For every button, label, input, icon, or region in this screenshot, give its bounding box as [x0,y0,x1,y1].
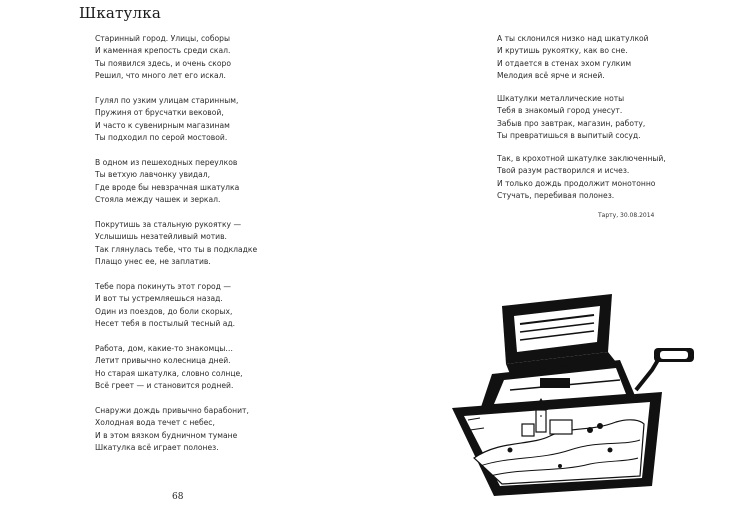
poem-line: Услышишь незатейливый мотив. [95,232,227,242]
poem-line: И каменная крепость среди скал. [95,46,231,56]
stanza-9 [497,93,645,143]
poem-line: В одном из пешеходных переулков [95,158,238,167]
stanza-2 [95,95,238,145]
stanza-3 [95,157,239,207]
poem-line: Пружиня от брусчатки вековой, [95,108,224,118]
poem-line: Всё греет — и становится родней. [95,381,234,391]
poem-line: Так глянулась тебе, что ты в подкладке [95,244,258,254]
poem-signature: Тарту, 30.08.2014 [598,212,655,219]
poem-line: Работа, дом, какие-то знакомцы… [95,344,233,353]
poem-title: Шкатулка [79,4,162,22]
poem-line: Но старая шкатулка, словно солнце, [95,368,243,378]
music-box-illustration-icon [440,290,730,506]
stanza-1 [95,33,231,83]
poem-line: И крутишь рукоятку, как во сне. [497,46,628,56]
poem-line: Плащо унес ее, не заплатив. [95,257,211,267]
stanza-8 [497,33,649,83]
stanza-10 [497,153,666,203]
poem-line: Так, в крохотной шкатулке заключенный, [497,154,666,163]
poem-line: Старинный город. Улицы, соборы [95,34,230,43]
stanza-7 [95,405,249,455]
poem-line: Тебе пора покинуть этот город — [95,282,231,291]
poem-line: А ты склонился низко над шкатулкой [497,34,649,43]
poem-line: Ты появился здесь, и очень скоро [95,58,231,68]
poem-line: Решил, что много лет его искал. [95,71,226,81]
poem-line: Шкатулка всё играет полонез. [95,443,219,453]
poem-line: Снаружи дождь привычно барабонит, [95,406,249,415]
poem-line: Гулял по узким улицам старинным, [95,96,239,105]
poem-line: Ты подходил по серой мостовой. [95,133,228,143]
poem-line: Стучать, перебивая полонез. [497,191,615,201]
stanza-4 [95,219,257,269]
poem-line: Где вроде бы невзрачная шкатулка [95,182,240,192]
poem-line: Один из поездов, до боли скорых, [95,306,233,316]
stanza-6 [95,343,243,393]
page-number: 68 [172,492,184,502]
poem-line: И отдается в стенах эхом гулким [497,58,632,68]
stanza-5 [95,281,235,331]
poem-line: Ты превратишься в выпитый сосуд. [497,131,641,141]
poem-line: И часто к сувенирным магазинам [95,120,230,130]
poem-line: Несет тебя в постылый тесный ад. [95,319,236,329]
poem-line: Мелодия всё ярче и ясней. [497,71,605,81]
poem-line: Твой разум растворился и исчез. [497,166,630,176]
poem-line: Холодная вода течет с небес, [95,418,215,428]
poem-line: Покрутишь за стальную рукоятку — [95,220,242,229]
poem-line: Летит привычно колесница дней. [95,356,231,366]
poem-line: Шкатулки металлические ноты [497,94,625,103]
poem-line: Ты ветхую лавчонку увидал, [95,170,211,180]
poem-line: Тебя в знакомый город унесут. [497,106,623,116]
poem-line: И только дождь продолжит монотонно [497,178,656,188]
poem-line: И вот ты устремляешься назад. [95,294,223,304]
poem-line: И в этом вязком будничном тумане [95,430,238,440]
poem-line: Забыв про завтрак, магазин, работу, [497,118,646,128]
poem-line: Стояла между чашек и зеркал. [95,195,221,205]
